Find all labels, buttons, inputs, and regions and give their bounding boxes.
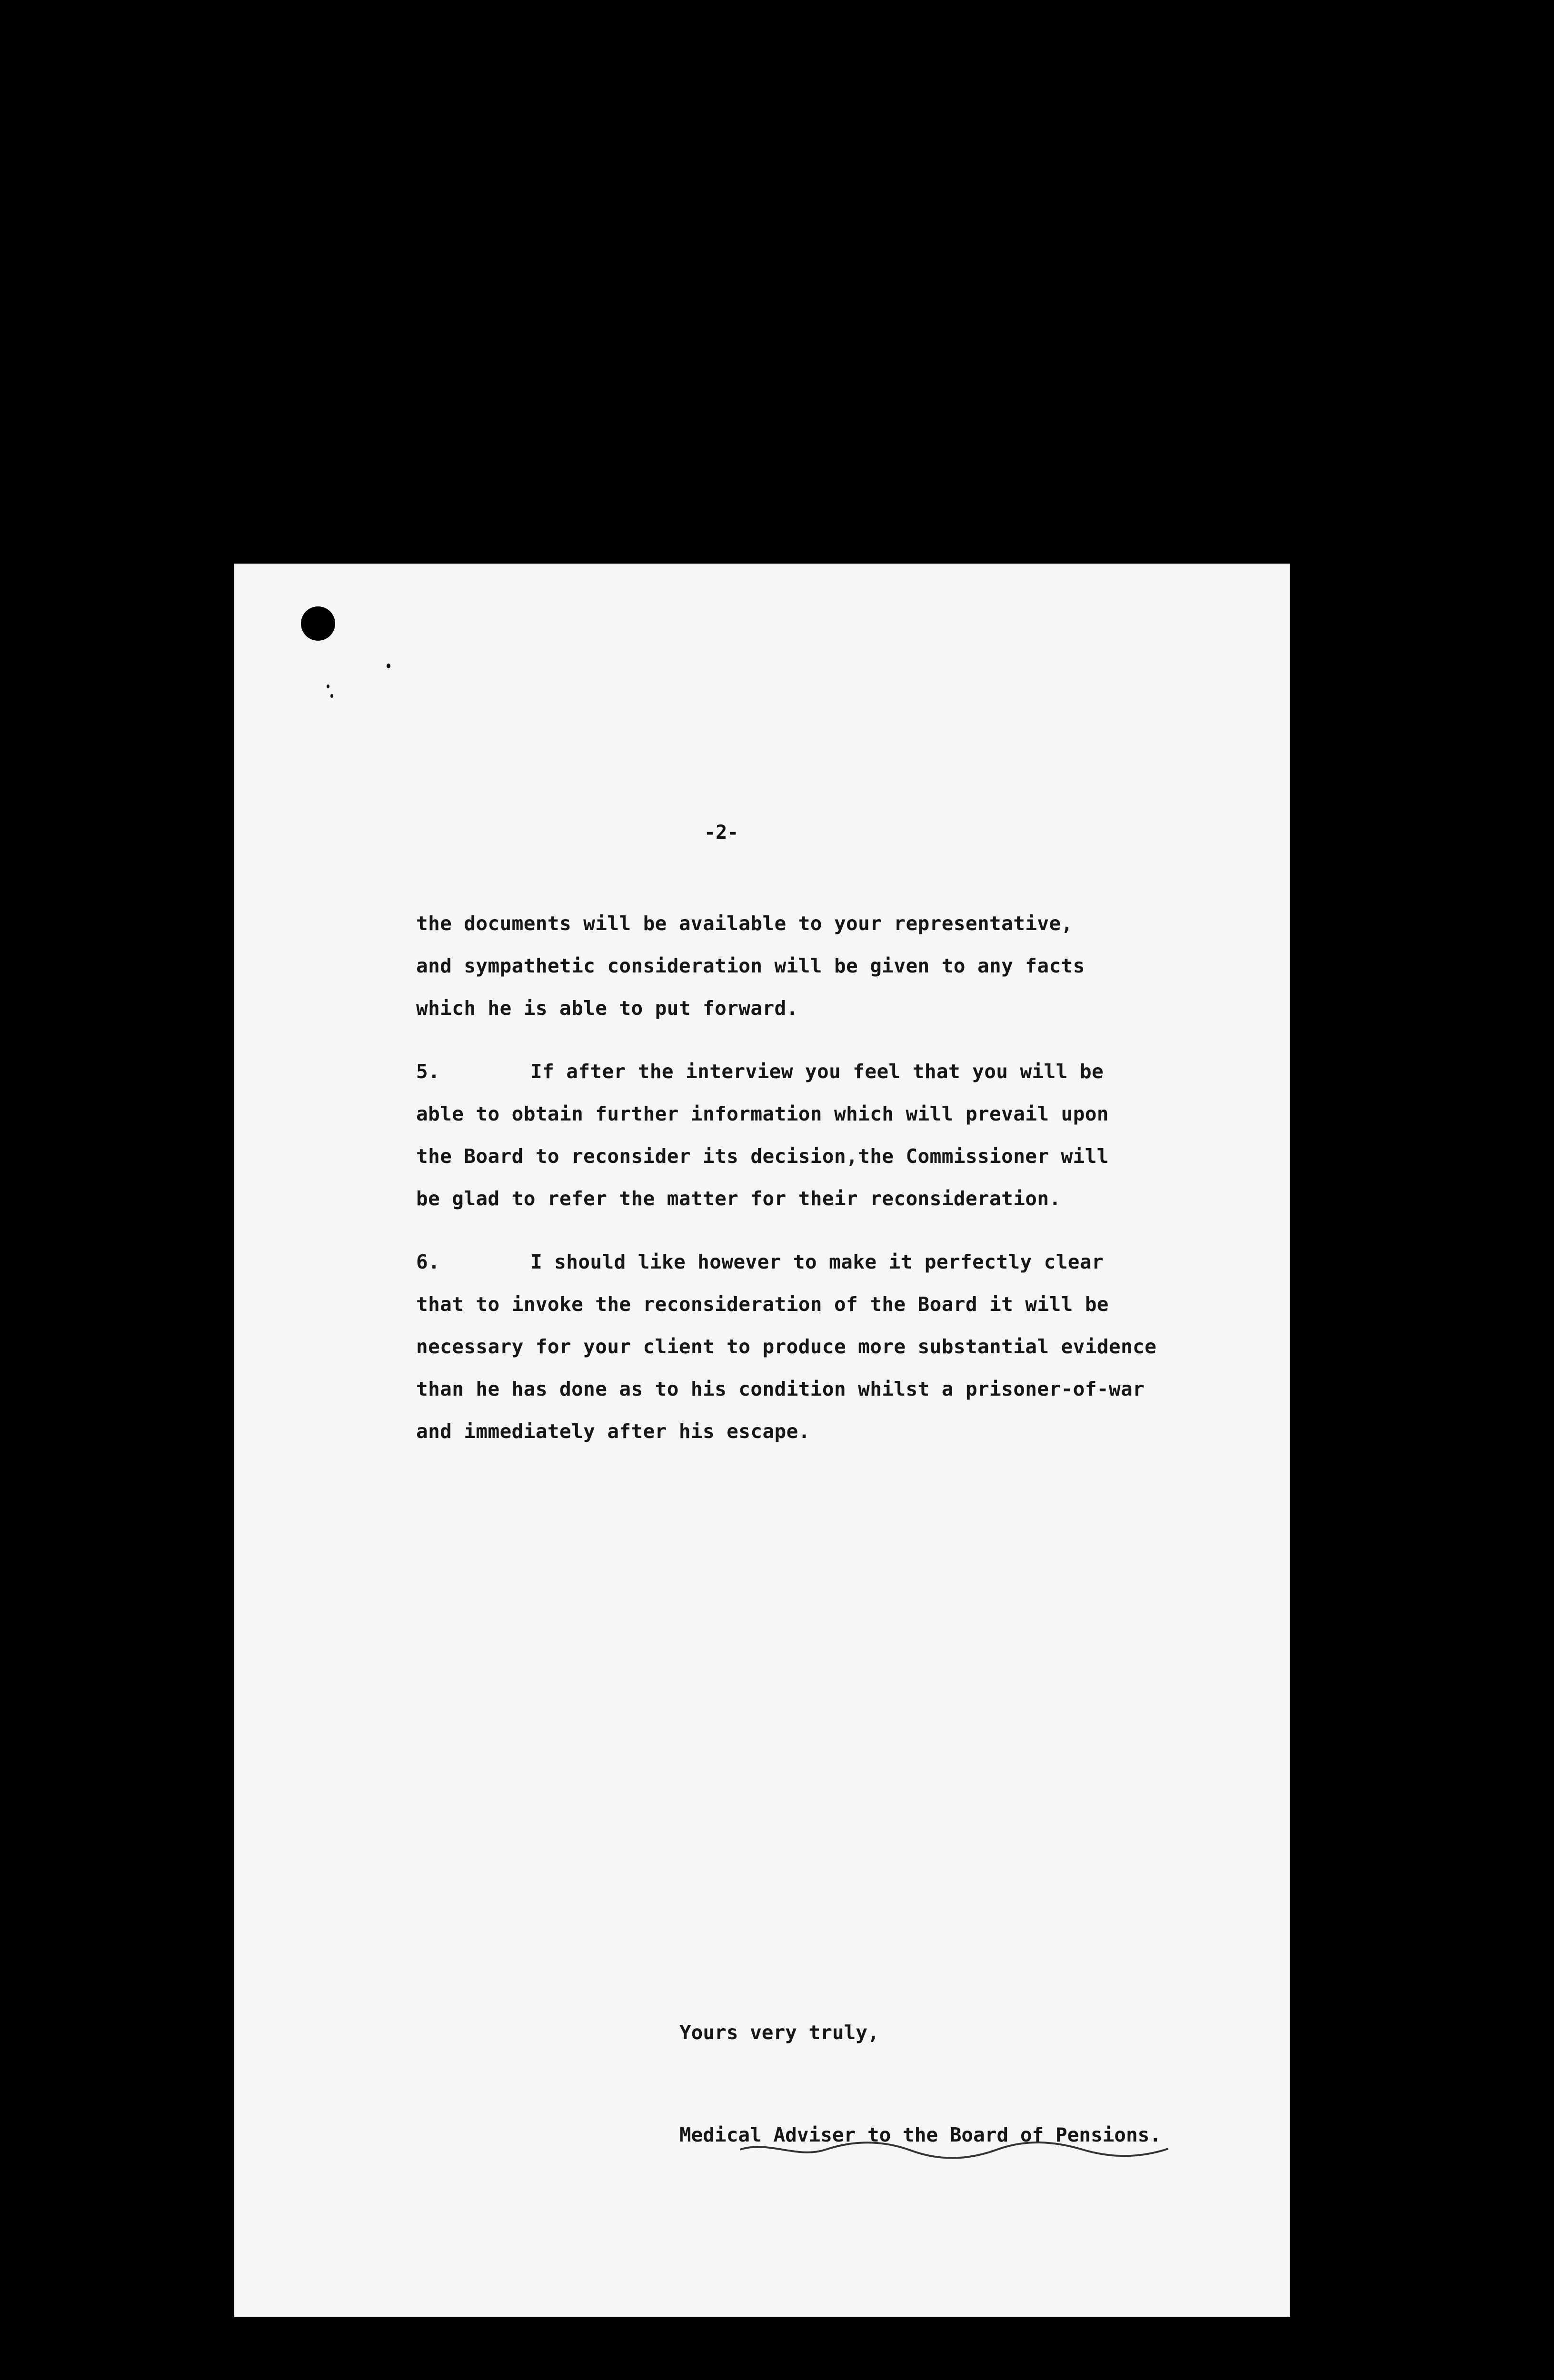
punch-hole — [301, 606, 335, 641]
text-line: necessary for your client to produce more substantial evidence — [416, 1335, 1157, 1358]
document-page — [235, 565, 1289, 2316]
text-line: the Board to reconsider its decision,the Commissioner will — [416, 1145, 1109, 1168]
text-line: the documents will be available to your representative, — [416, 912, 1073, 935]
text-line: than he has done as to his condition whilst a prisoner-of-war — [416, 1378, 1145, 1400]
text-line: be glad to refer the matter for their reconsideration. — [416, 1187, 1061, 1210]
text-line: and sympathetic consideration will be given to any facts — [416, 954, 1085, 977]
text-line: that to invoke the reconsideration of the Board it will be — [416, 1293, 1109, 1316]
text-line: able to obtain further information which will prevail upon — [416, 1102, 1109, 1125]
text-line — [416, 1051, 1254, 1093]
paragraph — [416, 1051, 1254, 1220]
letter-body — [416, 902, 1254, 1474]
paragraph-number: 5. — [416, 1060, 440, 1083]
page-number: -2- — [704, 822, 739, 843]
speck-mark — [327, 684, 329, 688]
text-line: and immediately after his escape. — [416, 1420, 810, 1443]
text-line — [416, 1241, 1254, 1283]
handwritten-squiggle — [740, 2135, 1168, 2164]
text-line-content: I should like however to make it perfectly clear — [530, 1250, 1104, 1273]
text-line-content: If after the interview you feel that you will be — [530, 1060, 1104, 1083]
speck-mark — [387, 664, 390, 668]
paragraph — [416, 902, 1254, 1030]
speck-mark — [330, 694, 333, 698]
paragraph-number: 6. — [416, 1250, 440, 1273]
closing: Yours very truly, — [679, 2021, 879, 2044]
signature-line: Medical Adviser to the Board of Pensions. — [679, 2123, 1162, 2146]
text-line: which he is able to put forward. — [416, 997, 798, 1020]
paragraph — [416, 1241, 1254, 1453]
